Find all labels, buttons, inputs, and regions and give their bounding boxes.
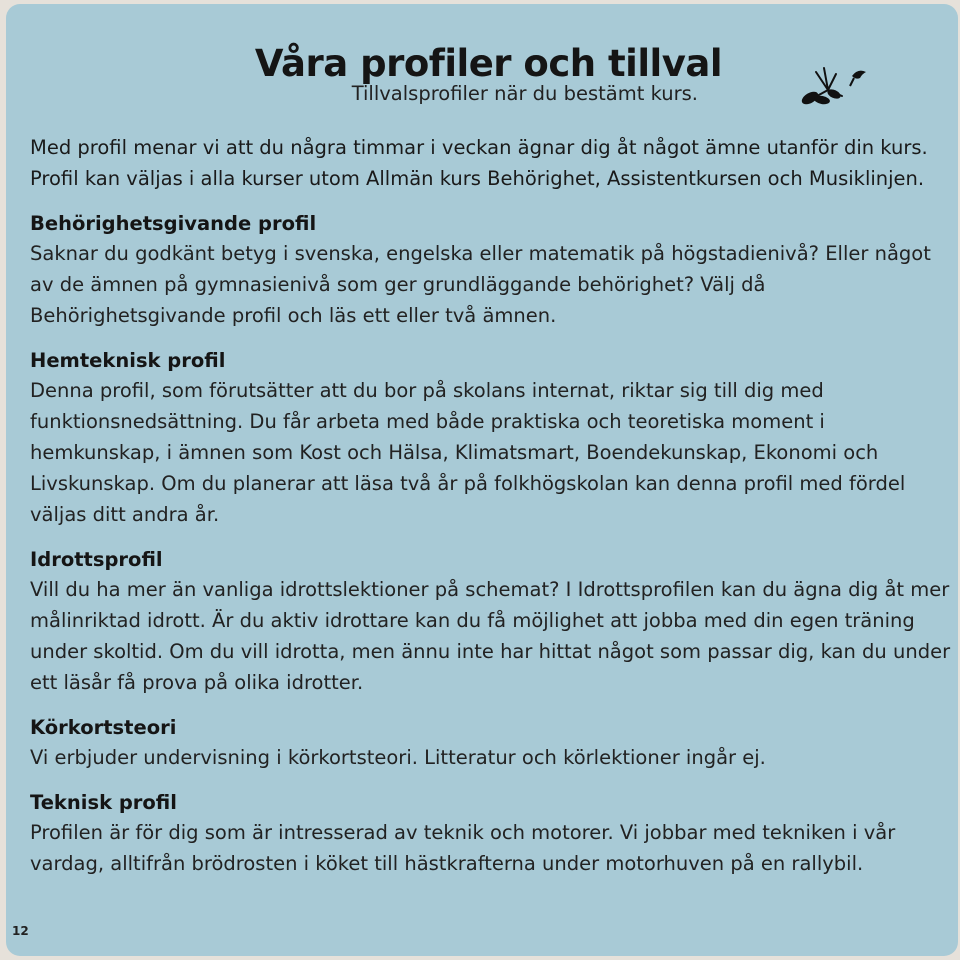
page-subtitle: Tillvalsprofiler när du bestämt kurs. — [351, 82, 698, 105]
section-heading: Körkortsteori — [30, 716, 177, 739]
section-body: Vill du ha mer än vanliga idrottslektioner på schemat? I Idrottsprofilen kan du ägna dig åt mer målinriktad idrott. Är du aktiv idrottare kan du få möjlighet att jobba med din egen träning under skoltid. Om du vill idrotta, men ännu inte har hittat något som passar dig, kan du under ett läsår få prova på olika idrotter. — [30, 578, 951, 694]
page — [6, 4, 958, 956]
section-heading: Behörighetsgivande profil — [30, 212, 317, 235]
section-body: Denna profil, som förutsätter att du bor på skolans internat, riktar sig till dig med funktionsnedsättning. Du får arbeta med både praktiska och teoretiska moment i hemkunskap, i ämnen som Kost och Hälsa, Klimatsmart, Boendekunskap, Ekonomi och Livskunskap. Om du planerar att läsa två år på folkhögskolan kan denna profil med fördel väljas ditt andra år. — [30, 379, 906, 526]
section-behorighetsgivande — [30, 210, 952, 331]
page-header — [6, 42, 722, 106]
dandelion-seeds-icon — [794, 62, 874, 112]
section-heading: Hemteknisk profil — [30, 349, 226, 372]
page-title: Våra profiler och tillval — [254, 42, 722, 85]
page-content — [30, 132, 952, 879]
section-korkortsteori — [30, 714, 952, 773]
section-teknisk — [30, 789, 952, 879]
section-body: Saknar du godkänt betyg i svenska, engelska eller matematik på högstadienivå? Eller något av de ämnen på gymnasienivå som ger grundläggande behörighet? Välj då Behörighetsgivande profil och läs ett eller två ämnen. — [30, 242, 931, 327]
intro-paragraph: Med profil menar vi att du några timmar i veckan ägnar dig åt något ämne utanför din kurs. Profil kan väljas i alla kurser utom Allmän kurs Behörighet, Assistentkursen och Musiklinjen. — [30, 136, 928, 190]
section-heading: Idrottsprofil — [30, 548, 163, 571]
section-body: Vi erbjuder undervisning i körkortsteori. Litteratur och körlektioner ingår ej. — [30, 746, 766, 769]
page-number: 12 — [12, 924, 29, 938]
section-heading: Teknisk profil — [30, 791, 177, 814]
section-hemteknisk — [30, 347, 952, 530]
section-idrottsprofil — [30, 546, 952, 698]
section-body: Profilen är för dig som är intresserad av teknik och motorer. Vi jobbar med tekniken i vår vardag, alltifrån brödrosten i köket till hästkrafterna under motorhuven på en rallybil. — [30, 821, 896, 875]
